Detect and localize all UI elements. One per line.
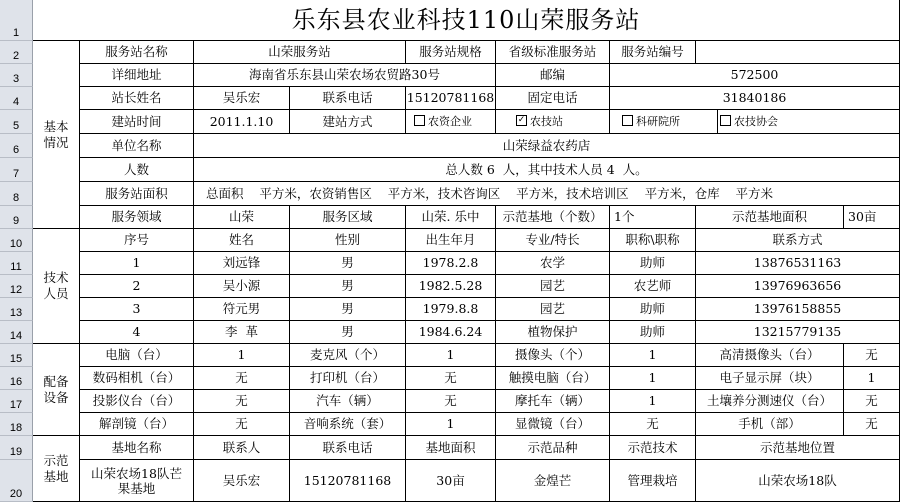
table-cell[interactable]: 13215779135 (696, 321, 900, 344)
mode-option-label: 科研院所 (636, 114, 680, 128)
table-cell[interactable]: 园艺 (496, 298, 610, 321)
row-number[interactable]: 16 (0, 367, 33, 390)
equip-value[interactable]: 无 (844, 344, 900, 367)
area-value[interactable]: 总面积 平方米，农资销售区 平方米，技术咨询区 平方米，技术培训区 平方米，仓库 平方米 (194, 182, 900, 206)
phone-label: 联系电话 (290, 87, 406, 110)
demo-cell[interactable]: 15120781168 (290, 460, 406, 502)
row-number[interactable]: 3 (0, 64, 33, 87)
mode-option-1[interactable] (496, 110, 610, 134)
staff-header-major: 专业/特长 (496, 229, 610, 252)
table-cell[interactable]: 助师 (610, 321, 696, 344)
demo-cell[interactable]: 吴乐宏 (194, 460, 290, 502)
table-cell[interactable]: 植物保护 (496, 321, 610, 344)
demo-header-phone: 联系电话 (290, 436, 406, 460)
demo-header-contact: 联系人 (194, 436, 290, 460)
table-cell[interactable]: 助师 (610, 252, 696, 275)
equip-value[interactable]: 1 (610, 344, 696, 367)
row-number[interactable]: 8 (0, 182, 33, 206)
table-cell[interactable]: 3 (80, 298, 194, 321)
table-cell[interactable]: 13976963656 (696, 275, 900, 298)
equip-value[interactable]: 1 (610, 390, 696, 413)
code-value[interactable] (696, 41, 900, 64)
unit-label: 单位名称 (80, 134, 194, 158)
row-number[interactable]: 14 (0, 321, 33, 344)
row-number[interactable]: 18 (0, 413, 33, 436)
equip-label: 电子显示屏（块） (696, 367, 844, 390)
demo-header-name: 基地名称 (80, 436, 194, 460)
table-cell[interactable]: 符元男 (194, 298, 290, 321)
founded-label: 建站时间 (80, 110, 194, 134)
spec-label: 服务站规格 (406, 41, 496, 64)
spec-value[interactable]: 省级标准服务站 (496, 41, 610, 64)
table-cell[interactable]: 1 (80, 252, 194, 275)
staff-header-title: 职称\职称 (610, 229, 696, 252)
address-label: 详细地址 (80, 64, 194, 87)
equip-label: 土壤养分测速仪（台） (696, 390, 844, 413)
demo-cell[interactable]: 30亩 (406, 460, 496, 502)
mode-option-label: 农资企业 (428, 114, 472, 128)
checkbox-icon[interactable] (622, 115, 633, 126)
table-cell[interactable]: 13976158855 (696, 298, 900, 321)
row-number[interactable]: 1 (0, 0, 33, 41)
equip-label: 解剖镜（台） (80, 413, 194, 436)
table-cell[interactable]: 1978.2.8 (406, 252, 496, 275)
equip-value[interactable]: 无 (406, 367, 496, 390)
equip-label: 摩托车（辆） (496, 390, 610, 413)
equip-value[interactable]: 无 (194, 367, 290, 390)
staff-header-gender: 性别 (290, 229, 406, 252)
table-cell[interactable]: 男 (290, 252, 406, 275)
checkbox-icon[interactable] (720, 115, 731, 126)
table-cell[interactable]: 助师 (610, 298, 696, 321)
postcode-value[interactable]: 572500 (610, 64, 900, 87)
row-number[interactable]: 15 (0, 344, 33, 367)
staff-header-contact: 联系方式 (696, 229, 900, 252)
equip-value[interactable]: 无 (194, 390, 290, 413)
mode-option-2[interactable] (610, 110, 718, 134)
demo-cell[interactable]: 金煌芒 (496, 460, 610, 502)
table-cell[interactable]: 男 (290, 298, 406, 321)
equip-label: 麦克风（个） (290, 344, 406, 367)
checkbox-icon[interactable] (414, 115, 425, 126)
table-cell[interactable]: 农学 (496, 252, 610, 275)
checkbox-icon[interactable]: ✓ (517, 115, 526, 125)
area-label: 服务站面积 (80, 182, 194, 206)
equip-value[interactable]: 1 (194, 344, 290, 367)
table-cell[interactable]: 1984.6.24 (406, 321, 496, 344)
equip-label: 摄像头（个） (496, 344, 610, 367)
code-label: 服务站编号 (610, 41, 696, 64)
table-cell[interactable]: 李 革 (194, 321, 290, 344)
demo-count-value[interactable]: 1个 (610, 206, 696, 229)
table-cell[interactable]: 男 (290, 321, 406, 344)
group-tech-label: 技术人员 (33, 229, 80, 344)
equip-label: 高清摄像头（台） (696, 344, 844, 367)
staff-header-birth: 出生年月 (406, 229, 496, 252)
founded-value[interactable]: 2011.1.10 (194, 110, 290, 134)
table-cell[interactable]: 2 (80, 275, 194, 298)
equip-value[interactable]: 无 (844, 413, 900, 436)
head-label: 站长姓名 (80, 87, 194, 110)
row-number[interactable]: 7 (0, 158, 33, 182)
row-number[interactable]: 13 (0, 298, 33, 321)
table-cell[interactable]: 园艺 (496, 275, 610, 298)
region-value[interactable]: 山荣. 乐中 (406, 206, 496, 229)
equip-value[interactable]: 1 (406, 344, 496, 367)
demo-header-location: 示范基地位置 (696, 436, 900, 460)
table-cell[interactable]: 吴小源 (194, 275, 290, 298)
row-number[interactable]: 4 (0, 87, 33, 110)
demo-cell[interactable]: 山荣农场18队 (696, 460, 900, 502)
group-demo-label: 示范基地 (33, 436, 80, 502)
mode-option-label: 农技站 (530, 114, 563, 128)
address-value[interactable]: 海南省乐东县山荣农场农贸路30号 (194, 64, 496, 87)
equip-label: 手机（部） (696, 413, 844, 436)
landline-label: 固定电话 (496, 87, 610, 110)
equip-value[interactable]: 无 (844, 390, 900, 413)
equip-value[interactable]: 1 (610, 367, 696, 390)
sheet-title: 乐东县农业科技110山荣服务站 (33, 0, 900, 41)
field-value[interactable]: 山荣 (194, 206, 290, 229)
equip-label: 电脑（台） (80, 344, 194, 367)
equip-label: 显微镜（台） (496, 413, 610, 436)
demo-area-value[interactable]: 30亩 (844, 206, 900, 229)
equip-value[interactable]: 无 (406, 390, 496, 413)
mode-label: 建站方式 (290, 110, 406, 134)
unit-value[interactable]: 山荣绿益农药店 (194, 134, 900, 158)
equip-label: 触摸电脑（台） (496, 367, 610, 390)
head-value[interactable]: 吴乐宏 (194, 87, 290, 110)
mode-option-label: 农技协会 (734, 114, 778, 128)
region-label: 服务区域 (290, 206, 406, 229)
equip-label: 音响系统（套） (290, 413, 406, 436)
row-number[interactable]: 10 (0, 229, 33, 252)
equip-label: 投影仪台（台） (80, 390, 194, 413)
group-equip-label: 配备设备 (33, 344, 80, 436)
row-number[interactable]: 17 (0, 390, 33, 413)
demo-header-tech: 示范技术 (610, 436, 696, 460)
mode-option-3[interactable] (718, 110, 900, 134)
demo-count-label: 示范基地（个数） (496, 206, 610, 229)
demo-header-area: 基地面积 (406, 436, 496, 460)
equip-value[interactable]: 无 (194, 413, 290, 436)
landline-value[interactable]: 31840186 (610, 87, 900, 110)
table-cell[interactable]: 4 (80, 321, 194, 344)
table-cell[interactable]: 1982.5.28 (406, 275, 496, 298)
equip-label: 打印机（台） (290, 367, 406, 390)
row-number[interactable]: 11 (0, 252, 33, 275)
table-cell[interactable]: 13876531163 (696, 252, 900, 275)
staff-header-name: 姓名 (194, 229, 290, 252)
field-label: 服务领域 (80, 206, 194, 229)
equip-value[interactable]: 1 (844, 367, 900, 390)
row-number[interactable]: 6 (0, 134, 33, 158)
equip-value[interactable]: 1 (406, 413, 496, 436)
station-name-label: 服务站名称 (80, 41, 194, 64)
people-label: 人数 (80, 158, 194, 182)
people-value[interactable]: 总人数 6 人，其中技术人员 4 人。 (194, 158, 900, 182)
demo-cell[interactable]: 管理栽培 (610, 460, 696, 502)
table-cell[interactable]: 农艺师 (610, 275, 696, 298)
table-cell[interactable]: 1979.8.8 (406, 298, 496, 321)
mode-option-0[interactable] (406, 110, 496, 134)
row-number[interactable]: 20 (0, 460, 33, 502)
staff-header-no: 序号 (80, 229, 194, 252)
equip-label: 汽车（辆） (290, 390, 406, 413)
equip-label: 数码相机（台） (80, 367, 194, 390)
postcode-label: 邮编 (496, 64, 610, 87)
station-name-value[interactable]: 山荣服务站 (194, 41, 406, 64)
demo-cell[interactable]: 山荣农场18队芒果基地 (80, 460, 194, 502)
group-basic-label: 基本情况 (33, 41, 80, 229)
row-number[interactable]: 2 (0, 41, 33, 64)
row-number[interactable]: 9 (0, 206, 33, 229)
equip-value[interactable]: 无 (610, 413, 696, 436)
demo-header-variety: 示范品种 (496, 436, 610, 460)
row-number[interactable]: 12 (0, 275, 33, 298)
row-number[interactable]: 19 (0, 436, 33, 460)
row-number[interactable]: 5 (0, 110, 33, 134)
table-cell[interactable]: 刘远锋 (194, 252, 290, 275)
phone-value[interactable]: 15120781168 (406, 87, 496, 110)
demo-area-label: 示范基地面积 (696, 206, 844, 229)
table-cell[interactable]: 男 (290, 275, 406, 298)
